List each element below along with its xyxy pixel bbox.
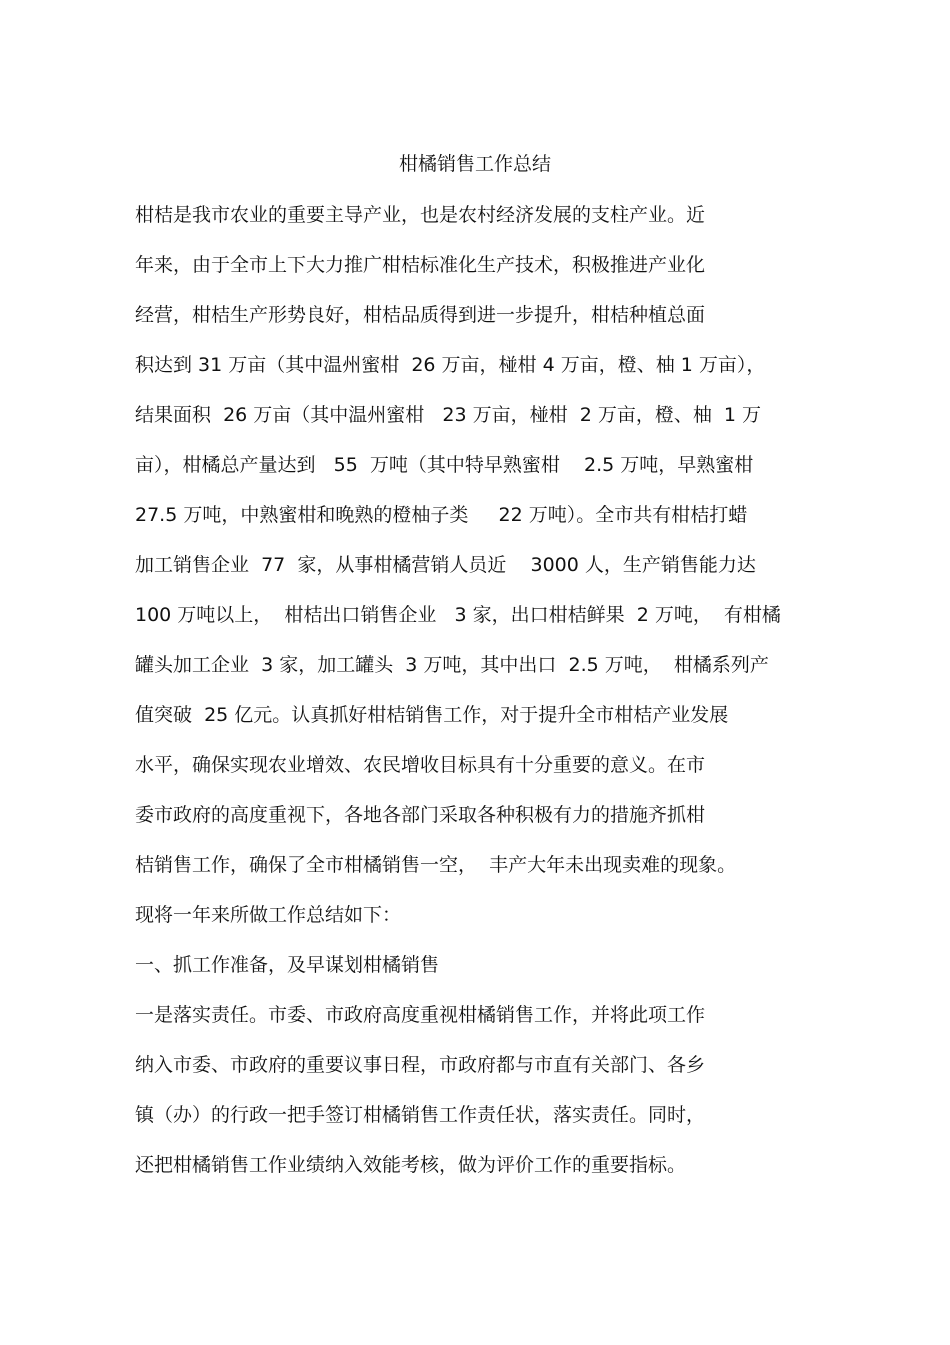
text-line: 值突破 25 亿元。认真抓好柑桔销售工作，对于提升全市柑桔产业发展: [135, 704, 729, 726]
text-line: 罐头加工企业 3 家，加工罐头 3 万吨，其中出口 2.5 万吨， 柑橘系列产: [135, 654, 769, 676]
text-line: 柑桔是我市农业的重要主导产业，也是农村经济发展的支柱产业。近: [135, 204, 706, 226]
text-line: 27.5 万吨，中熟蜜柑和晚熟的橙柚子类 22 万吨）。全市共有柑桔打蜡: [135, 504, 748, 526]
text-line: 经营，柑桔生产形势良好，柑桔品质得到进一步提升，柑桔种植总面: [135, 304, 706, 326]
section-heading: 一、抓工作准备，及早谋划柑橘销售: [135, 954, 440, 976]
text-line: 结果面积 26 万亩（其中温州蜜柑 23 万亩，椪柑 2 万亩，橙、柚 1 万: [135, 404, 762, 426]
text-line: 100 万吨以上， 柑桔出口销售企业 3 家，出口柑桔鲜果 2 万吨， 有柑橘: [135, 604, 781, 626]
document-title: 柑橘销售工作总结: [398, 153, 551, 175]
text-line: 水平，确保实现农业增效、农民增收目标具有十分重要的意义。在市: [135, 754, 706, 776]
text-line: 纳入市委、市政府的重要议事日程，市政府都与市直有关部门、各乡: [135, 1054, 706, 1076]
document-body: [135, 198, 835, 1198]
text-line: 委市政府的高度重视下，各地各部门采取各种积极有力的措施齐抓柑: [135, 804, 706, 826]
text-line: 积达到 31 万亩（其中温州蜜柑 26 万亩，椪柑 4 万亩，橙、柚 1 万亩），: [135, 354, 766, 376]
text-line: 桔销售工作，确保了全市柑橘销售一空， 丰产大年未出现卖难的现象。: [135, 854, 737, 876]
text-line: 加工销售企业 77 家，从事柑橘营销人员近 3000 人，生产销售能力达: [135, 554, 756, 576]
text-line: 年来，由于全市上下大力推广柑桔标准化生产技术，积极推进产业化: [135, 254, 706, 276]
text-line: 还把柑橘销售工作业绩纳入效能考核，做为评价工作的重要指标。: [135, 1154, 687, 1176]
text-line: 亩），柑橘总产量达到 55 万吨（其中特早熟蜜柑 2.5 万吨，早熟蜜柑: [135, 454, 754, 476]
text-line: 一是落实责任。市委、市政府高度重视柑橘销售工作，并将此项工作: [135, 1004, 706, 1026]
text-line: 现将一年来所做工作总结如下：: [135, 904, 402, 926]
text-line: 镇（办）的行政一把手签订柑橘销售工作责任状，落实责任。同时，: [135, 1104, 706, 1126]
